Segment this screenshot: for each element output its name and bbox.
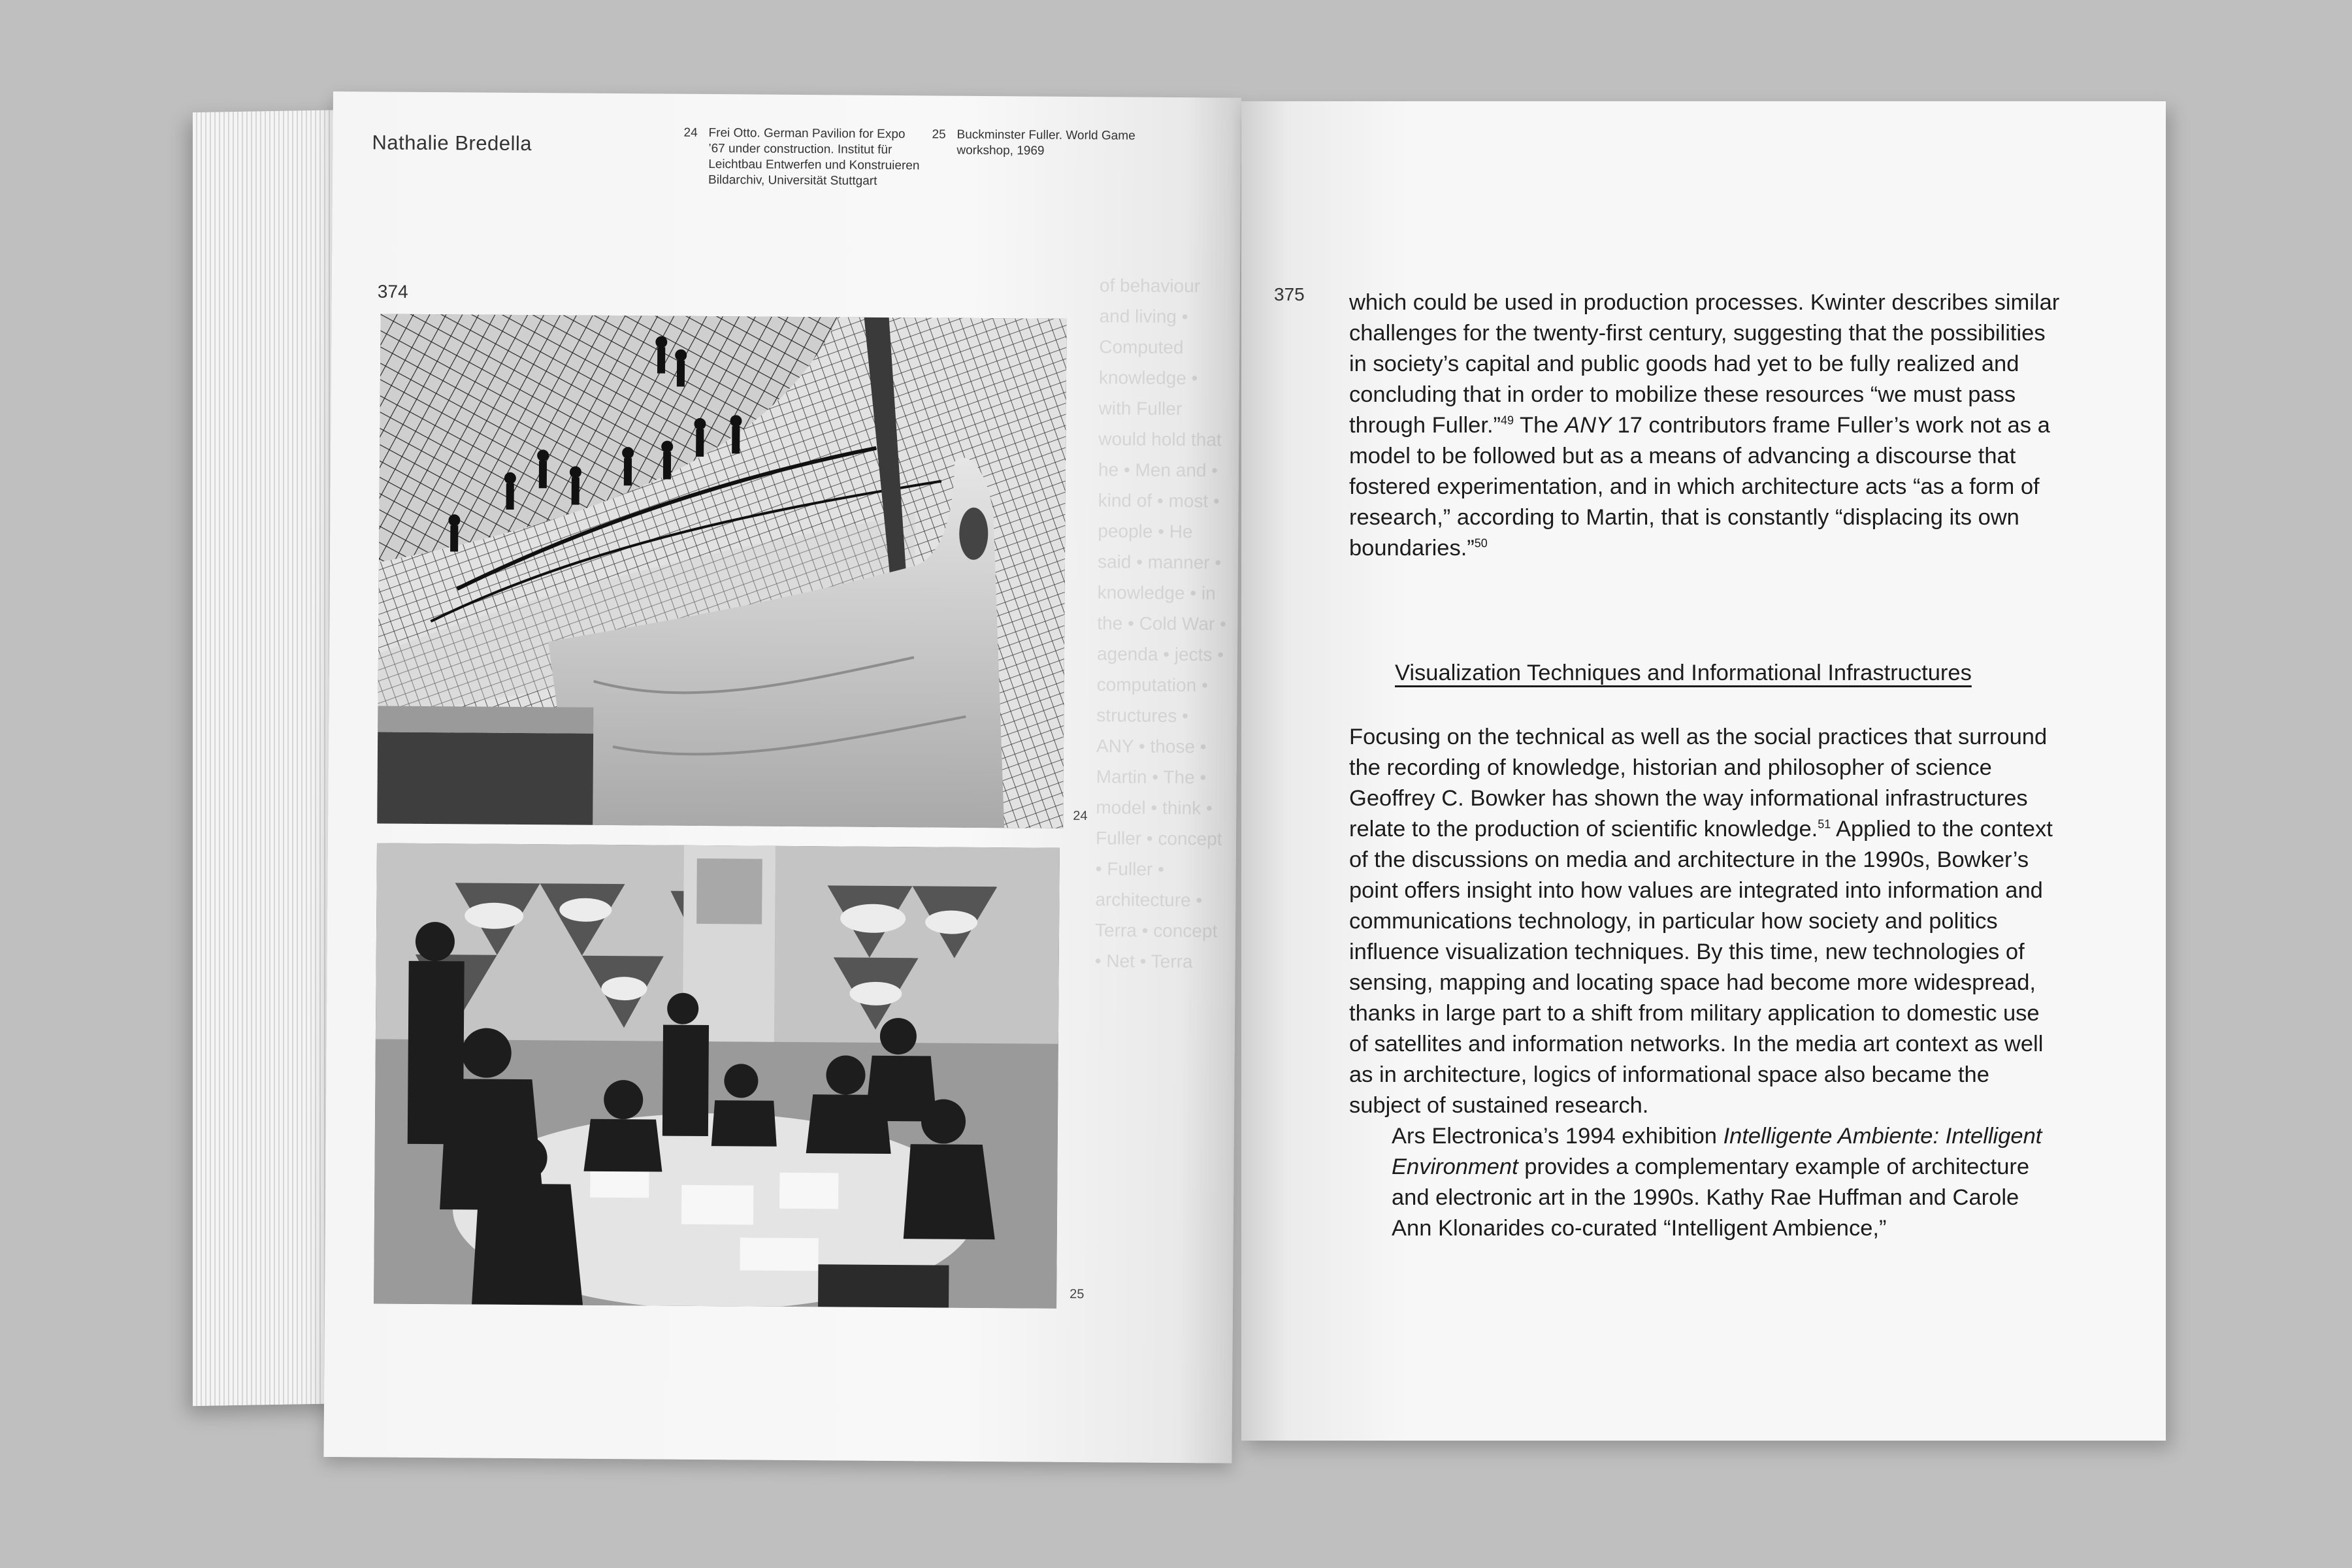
left-page	[323, 91, 1241, 1463]
section-heading: Visualization Techniques and Informational Infrastructures	[1395, 661, 1972, 685]
text-run: The	[1514, 413, 1565, 438]
caption-text: Frei Otto. German Pavilion for Expo ’67 under construction. Institut für Leichtbau Entwerfen und Konstruieren Bildarchiv, Universität Stuttgart	[708, 126, 920, 188]
figure-number-24: 24	[1073, 808, 1088, 824]
body-text-paragraph-3	[1349, 1121, 2061, 1244]
right-page	[1241, 101, 2166, 1441]
photo-frei-otto-pavilion	[377, 314, 1066, 828]
italic-run: ANY	[1565, 413, 1612, 438]
body-text-paragraph-1	[1349, 287, 2061, 564]
figure-number-25: 25	[1070, 1286, 1085, 1302]
text-run: 17 contributors frame Fuller’s work not as a model to be followed but as a means of advancing a discourse that fostered experimentation, and in which architecture acts “as a form of research,” according to Martin, that is constantly “displacing its own boundaries.”	[1349, 413, 2050, 561]
page-number-right: 375	[1274, 284, 1305, 304]
text-run: Focusing on the technical as well as the social practices that surround the recording of knowledge, historian and philosopher of science Geoffrey C. Bowker has shown the way informational infrastructures relate to the production of scientific knowledge.	[1349, 725, 2048, 841]
caption-number: 24	[683, 125, 698, 140]
footnote-marker: 49	[1501, 414, 1514, 427]
show-through-text: of behaviour and living • Computed knowledge • with Fuller would hold that he • Men and • kind of • most • people • He said • manner • knowledge • in the • Cold War • agenda • jects • computation • structures • ANY • those • Martin • The • model • think • Fuller • concept • Fuller • architecture • Terra • concept • Net • Terra	[1094, 275, 1226, 972]
text-run: provides a complementary example of architecture and electronic art in the 1990s. Kathy Rae Huffman and Carole Ann Klonarides co-curated “Intelligent Ambience,”	[1392, 1154, 2030, 1241]
caption-figure-24	[683, 125, 924, 189]
text-run: Ars Electronica’s 1994 exhibition	[1392, 1124, 1723, 1149]
footnote-marker: 50	[1474, 536, 1488, 550]
caption-text: Buckminster Fuller. World Game workshop, 1969	[956, 127, 1135, 158]
italic-run: Intelligente Ambiente: Intelligent Environment	[1392, 1124, 2042, 1179]
footnote-marker: 51	[1818, 817, 1831, 831]
caption-figure-25	[932, 127, 1152, 160]
caption-number: 25	[932, 127, 946, 142]
photo-world-game-workshop	[374, 843, 1060, 1308]
text-run: Applied to the context of the discussions on media and architecture in the 1990s, Bowker’s point offers insight into how values are integrated into information and communications technology, in particular how society and politics influence visualization techniques. By this time, new technologies of sensing, mapping and locating space had become more widespread, thanks in large part to a shift from military application to domestic use of satellites and information networks. In the media art context as well as in architecture, logics of informational space also became the subject of sustained research.	[1349, 817, 2053, 1118]
running-head-author: Nathalie Bredella	[372, 131, 532, 155]
body-text-paragraph-2	[1349, 722, 2061, 1244]
text-run: which could be used in production processes. Kwinter describes similar challenges for the twenty-first century, suggesting that the possibilities in society’s capital and public goods had yet to be fully realized and concluding that in order to mobilize these resources “we must pass through Fuller.”	[1349, 290, 2060, 438]
page-number-left: 374	[377, 281, 408, 302]
